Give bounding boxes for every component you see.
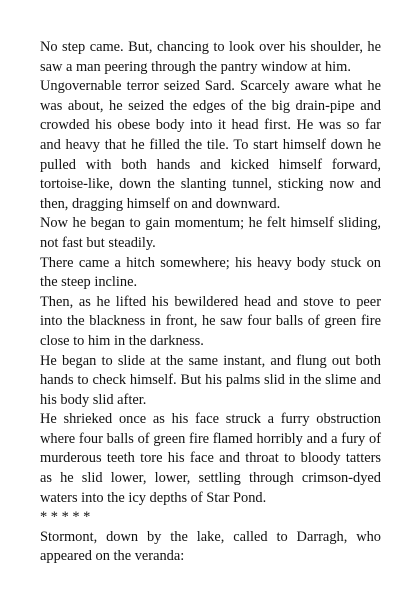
paragraph-stormont: Stormont, down by the lake, called to Darragh, who appeared on the veranda:	[40, 528, 381, 565]
paragraph-hitch: There came a hitch somewhere; his heavy body stuck on the steep incline.	[40, 254, 381, 291]
paragraph-green-fire: Then, as he lifted his bewildered head and stove to peer into the blackness in front, he saw four balls of green fire close to him in the darkness.	[40, 293, 381, 349]
document-page	[40, 38, 381, 567]
paragraph-ungovernable-terror: Ungovernable terror seized Sard. Scarcely aware what he was about, he seized the edges of the big drain-pipe and crowded his obese body into it head first. He was so far and heavy that he filled the tile. To start himself down he pulled with both hands and kicked himself forward, tortoise-like, down the slanting tunnel, sticking now and then, dragging himself on and downward.	[40, 78, 381, 212]
paragraph-no-step-came: No step came. But, chancing to look over his shoulder, he saw a man peering through the pantry window at him.	[40, 39, 381, 75]
paragraph-shrieked: He shrieked once as his face struck a furry obstruction where four balls of green fire flamed horribly and a fury of murderous teeth tore his face and throat to bloody tatters as he slid lower, lower, settling through crimson-dyed waters into the icy depths of Star Pond.	[40, 411, 381, 506]
paragraph-began-to-slide: He began to slide at the same instant, and flung out both hands to check himself. But his palms slid in the slime and his body slid after.	[40, 352, 381, 408]
section-separator: * * * * *	[40, 509, 91, 526]
paragraph-gain-momentum: Now he began to gain momentum; he felt himself sliding, not fast but steadily.	[40, 215, 381, 251]
